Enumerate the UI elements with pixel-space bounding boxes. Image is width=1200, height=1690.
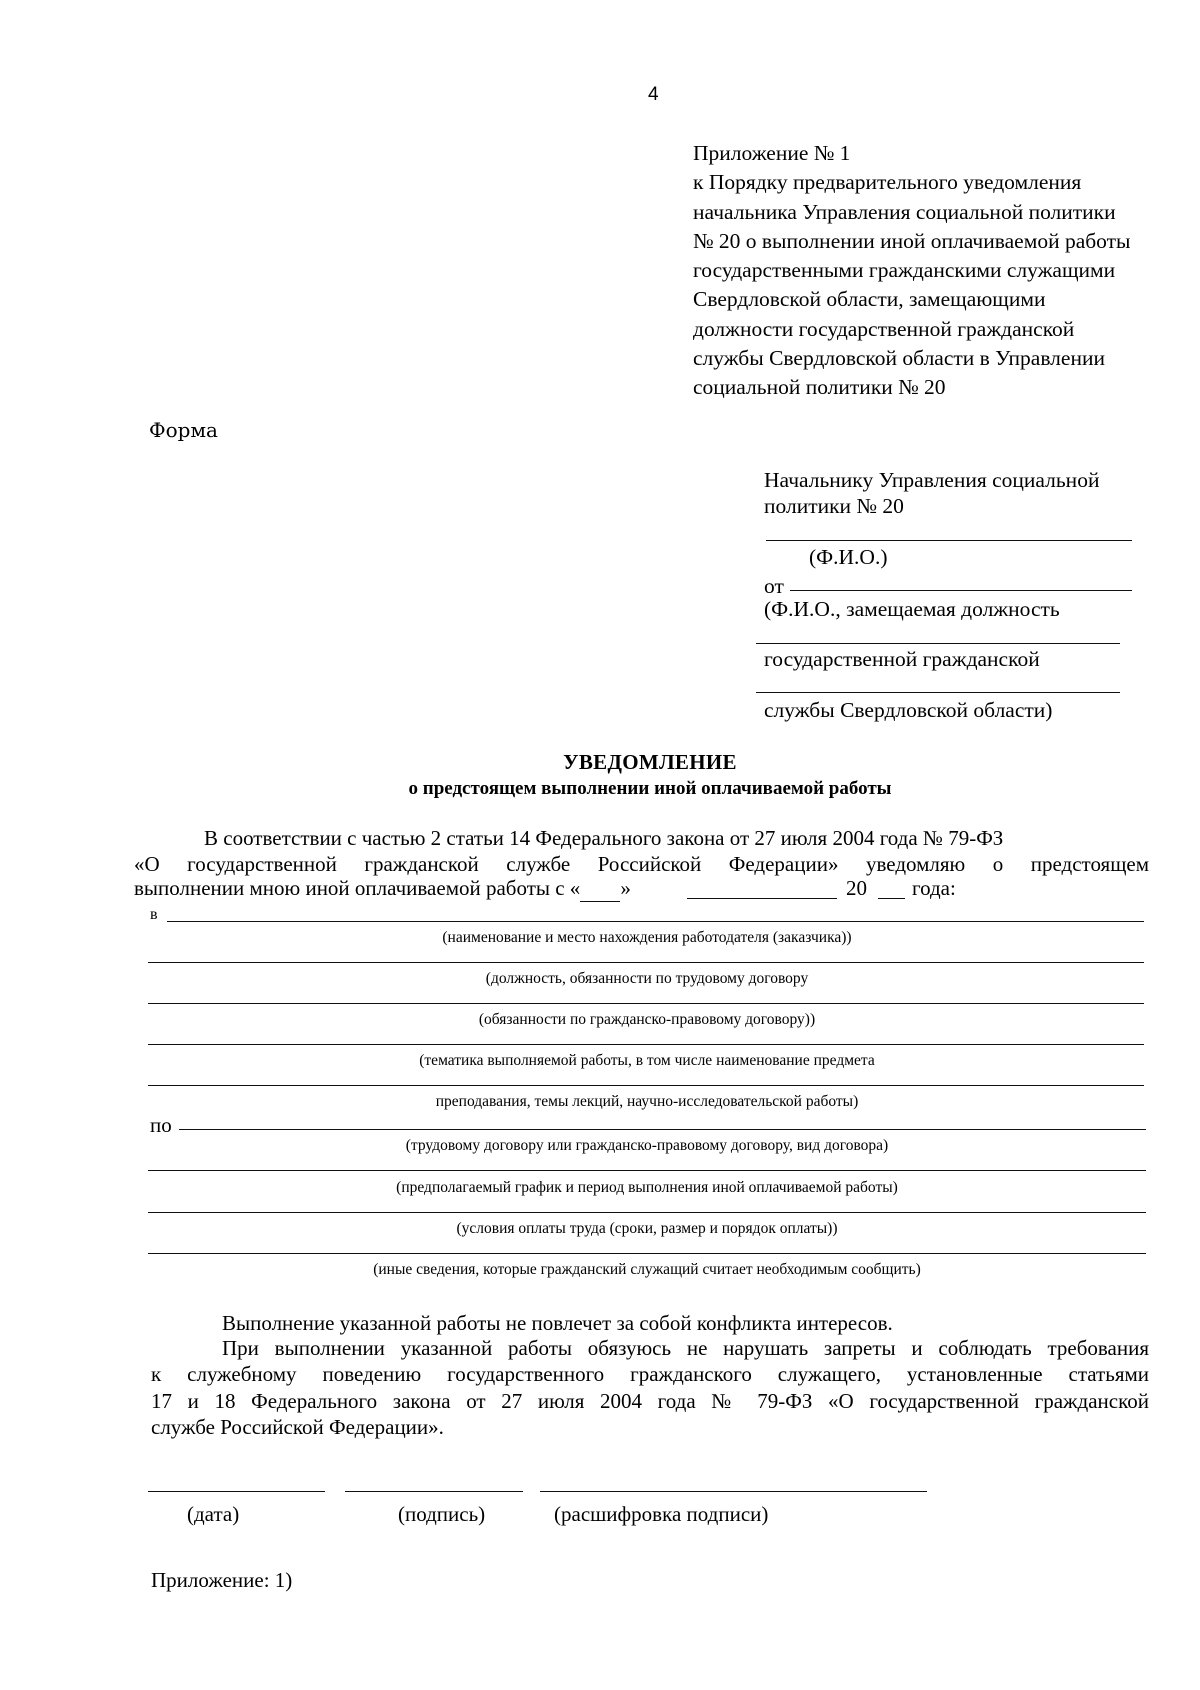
intro-line-1: В соответствии с частью 2 статьи 14 Федерального закона от 27 июля 2004 года № 79-ФЗ: [204, 826, 1004, 850]
position-duties-line[interactable]: [148, 962, 1144, 963]
attachment-label: Приложение: 1): [151, 1568, 293, 1592]
appendix-header: [693, 139, 1131, 403]
appendix-line: к Порядку предварительного уведомления: [693, 170, 1082, 195]
intro-line-3: [134, 876, 631, 902]
from-label: от: [764, 574, 784, 598]
service-caption: службы Свердловской области): [764, 698, 1053, 722]
appendix-line: службы Свердловской области в Управлении: [693, 346, 1105, 371]
closing-para-2-line-2: к служебному поведению государственного гражданского служащего, установленные статьями: [151, 1362, 1149, 1386]
appendix-line: государственными гражданскими служащими: [693, 258, 1116, 283]
caption-payment: (условия оплаты труда (сроки, размер и порядок оплаты)): [456, 1220, 838, 1237]
employer-line[interactable]: [167, 921, 1144, 922]
form-label: Форма: [149, 418, 218, 442]
addressee-fio-caption: (Ф.И.О.): [809, 545, 888, 569]
caption-position-duties: (должность, обязанности по трудовому договору: [485, 970, 809, 987]
position-caption: государственной гражданской: [764, 647, 1040, 671]
payment-line[interactable]: [148, 1212, 1146, 1213]
caption-employer: (наименование и место нахождения работодателя (заказчика)): [442, 929, 852, 946]
closing-para-2-line-4: службе Российской Федерации».: [151, 1415, 444, 1439]
date-caption: (дата): [187, 1502, 240, 1526]
date-line[interactable]: [148, 1491, 325, 1492]
intro-year-suffix: года:: [912, 876, 956, 900]
appendix-line: № 20 о выполнении иной оплачиваемой работы: [693, 228, 1131, 253]
document-subtitle: о предстоящем выполнении иной оплачиваемой работы: [408, 778, 892, 799]
document-title: УВЕДОМЛЕНИЕ: [563, 750, 737, 774]
intro-year-prefix: 20: [846, 876, 867, 900]
position-line[interactable]: [756, 643, 1120, 644]
signature-decode-line[interactable]: [540, 1491, 927, 1492]
signature-caption: (подпись): [398, 1502, 486, 1526]
from-line[interactable]: [790, 590, 1132, 591]
start-month-blank[interactable]: [687, 898, 837, 899]
subject-line[interactable]: [148, 1085, 1144, 1086]
appendix-line: должности государственной гражданской: [693, 316, 1075, 341]
caption-civil-duties: (обязанности по гражданско-правовому договору)): [478, 1011, 816, 1028]
caption-other-info: (иные сведения, которые гражданский служащий считает необходимым сообщить): [373, 1261, 921, 1278]
signature-line[interactable]: [345, 1491, 523, 1492]
service-line[interactable]: [756, 692, 1120, 693]
caption-subject: преподавания, темы лекций, научно-исследовательской работы): [435, 1093, 859, 1110]
caption-topic: (тематика выполняемой работы, в том числе наименование предмета: [419, 1052, 875, 1069]
in-label: в: [150, 906, 158, 923]
closing-para-2-line-3: 17 и 18 Федерального закона от 27 июля 2004 года № 79-ФЗ «О государственной гражданской: [151, 1389, 1149, 1413]
topic-line[interactable]: [148, 1044, 1144, 1045]
civil-duties-line[interactable]: [148, 1003, 1144, 1004]
appendix-line: начальника Управления социальной политики: [693, 199, 1116, 224]
closing-para-2-line-1: При выполнении указанной работы обязуюсь не нарушать запреты и соблюдать требования: [222, 1336, 1149, 1360]
other-info-line[interactable]: [148, 1253, 1146, 1254]
addressee-line-1: Начальнику Управления социальной: [764, 468, 1100, 492]
appendix-line: социальной политики № 20: [693, 375, 946, 400]
start-day-blank[interactable]: [580, 876, 620, 902]
by-label: по: [150, 1113, 172, 1137]
schedule-line[interactable]: [148, 1170, 1146, 1171]
addressee-fio-line[interactable]: [766, 540, 1132, 541]
caption-contract-type: (трудовому договору или гражданско-правовому договору, вид договора): [405, 1137, 889, 1154]
caption-schedule: (предполагаемый график и период выполнения иной оплачиваемой работы): [396, 1179, 898, 1196]
start-year-blank[interactable]: [878, 898, 905, 899]
signature-decode-caption: (расшифровка подписи): [554, 1502, 769, 1526]
addressee-line-2: политики № 20: [764, 494, 904, 518]
closing-para-1: Выполнение указанной работы не повлечет за собой конфликта интересов.: [222, 1311, 893, 1335]
intro-line-2: «О государственной гражданской службе Российской Федерации» уведомляю о предстоящем: [134, 852, 1149, 876]
appendix-line: Приложение № 1: [693, 141, 851, 165]
appendix-line: Свердловской области, замещающими: [693, 287, 1046, 312]
intro-line-3-start: выполнении мною иной оплачиваемой работы с «: [134, 876, 581, 900]
from-caption: (Ф.И.О., замещаемая должность: [764, 597, 1060, 621]
contract-type-line[interactable]: [179, 1129, 1146, 1130]
intro-quote-close: »: [620, 876, 631, 900]
page-number: 4: [648, 84, 659, 105]
